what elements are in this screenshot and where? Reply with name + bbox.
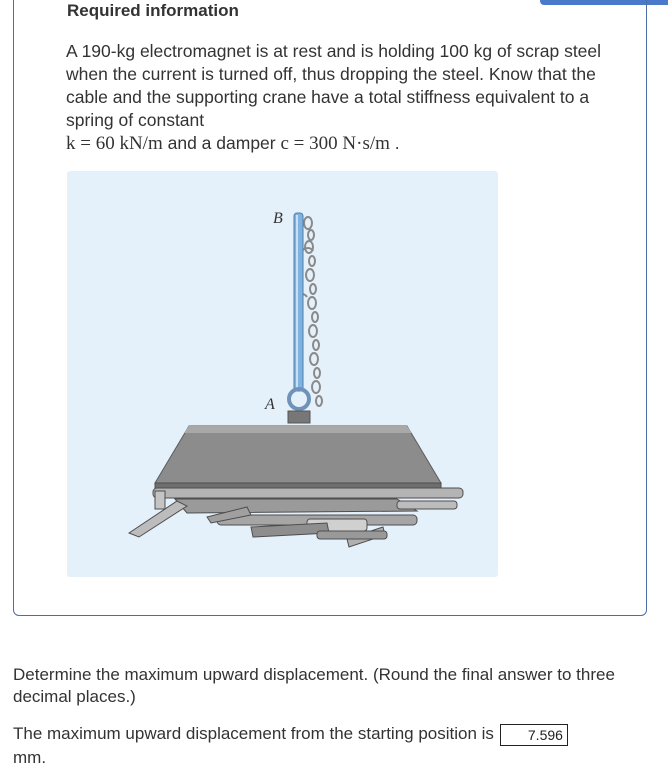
problem-statement: [66, 40, 606, 155]
damper-connector-text: and a damper: [167, 133, 276, 153]
magnet-body: [155, 426, 441, 483]
problem-text: A 190-kg electromagnet is at rest and is holding 100 kg of scrap steel when the current is turned off, thus dropping the steel. Know that the cable and the supporting crane have a total stiffness equivalent to a spring of constant: [66, 41, 602, 130]
answer-prefix: The maximum upward displacement from the starting position is: [13, 724, 494, 743]
label-b: B: [273, 210, 283, 227]
scrap-steel: [129, 488, 463, 547]
end-punctuation: .: [394, 133, 400, 153]
question-text: Determine the maximum upward displacement. (Round the final answer to three decimal places.): [13, 665, 615, 706]
answer-unit: mm.: [13, 748, 47, 767]
electromagnet-illustration: [67, 171, 498, 577]
damper-expression: c = 300 N·s/m: [280, 133, 390, 154]
label-a: A: [265, 396, 275, 413]
cable-rod: [294, 213, 303, 391]
eye-ring: [289, 389, 309, 409]
stiffness-expression: k = 60 kN/m: [66, 133, 163, 154]
electromagnet-figure: [67, 171, 498, 577]
answer-input[interactable]: 7.596: [500, 724, 568, 746]
panel-heading: Required information: [67, 1, 239, 20]
answer-line: [13, 722, 663, 770]
